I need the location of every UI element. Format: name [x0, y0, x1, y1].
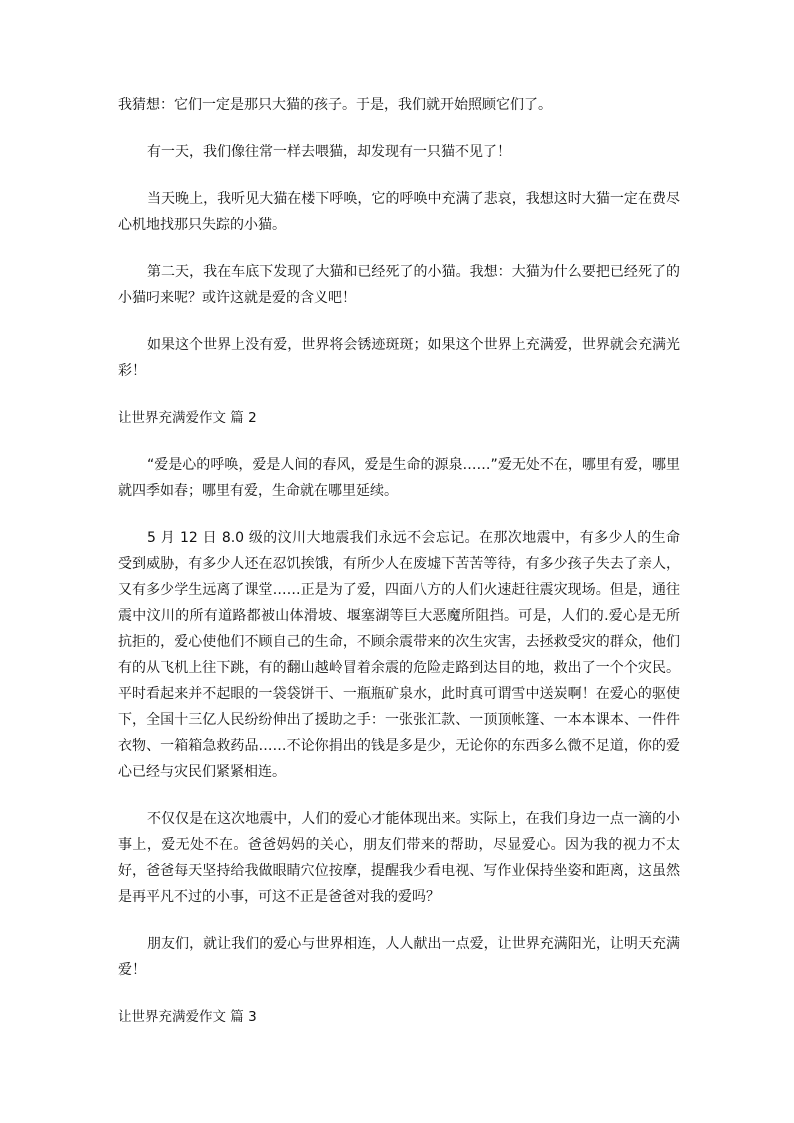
paragraph: “爱是心的呼唤，爱是人间的春风，爱是生命的源泉……”爱无处不在，哪里有爱，哪里就四季如春；哪里有爱，生命就在哪里延续。 — [118, 457, 680, 499]
paragraph: 如果这个世界上没有爱，世界将会锈迹斑斑；如果这个世界上充满爱，世界就会充满光彩！ — [118, 337, 680, 379]
paragraph: 第二天，我在车底下发现了大猫和已经死了的小猫。我想：大猫为什么要把已经死了的小猫叼来呢？或许这就是爱的含义吧！ — [118, 264, 680, 306]
paragraph: 当天晚上，我听见大猫在楼下呼唤，它的呼唤中充满了悲哀，我想这时大猫一定在费尽心机地找那只失踪的小猫。 — [118, 191, 680, 233]
section-heading: 让世界充满爱作文 篇 2 — [118, 410, 257, 426]
paragraph: 有一天，我们像往常一样去喂猫，却发现有一只猫不见了！ — [147, 144, 511, 160]
section-heading: 让世界充满爱作文 篇 3 — [118, 1009, 257, 1025]
paragraph: 不仅仅是在这次地震中，人们的爱心才能体现出来。实际上，在我们身边一点一滴的小事上，爱无处不在。爸爸妈妈的关心，朋友们带来的帮助，尽显爱心。因为我的视力不太好，爸爸每天坚持给我做眼睛穴位按摩，提醒我少看电视、写作业保持坐姿和距离，这虽然是再平凡不过的小事，可这不正是爸爸对我的爱吗？ — [118, 811, 680, 905]
paragraph: 我猜想：它们一定是那只大猫的孩子。于是，我们就开始照顾它们了。 — [118, 97, 552, 113]
paragraph: 5 月 12 日 8.0 级的汶川大地震我们永远不会忘记。在那次地震中，有多少人的生命受到威胁，有多少人还在忍饥挨饿，有所少人在废墟下苦苦等待，有多少孩子失去了亲人，又有多少学生远离了课堂……正是为了爱，四面八方的人们火速赶往震灾现场。但是，通往震中汶川的所有道路都被山体滑坡、堰塞湖等巨大恶魔所阻挡。可是，人们的.爱心是无所抗拒的，爱心使他们不顾自己的生命，不顾余震带来的次生灾害，去拯救受灾的群众，他们有的从飞机上往下跳，有的翻山越岭冒着余震的危险走路到达目的地，救出了一个个灾民。平时看起来并不起眼的一袋袋饼干、一瓶瓶矿泉水，此时真可谓雪中送炭啊！在爱心的驱使下，全国十三亿人民纷纷伸出了援助之手：一张张汇款、一顶顶帐篷、一本本课本、一件件衣物、一箱箱急救药品……不论你捐出的钱是多是少，无论你的东西多么微不足道，你的爱心已经与灾民们紧紧相连。 — [118, 530, 680, 780]
paragraph: 朋友们，就让我们的爱心与世界相连，人人献出一点爱，让世界充满阳光，让明天充满爱！ — [118, 936, 680, 978]
document-page — [118, 92, 680, 1051]
